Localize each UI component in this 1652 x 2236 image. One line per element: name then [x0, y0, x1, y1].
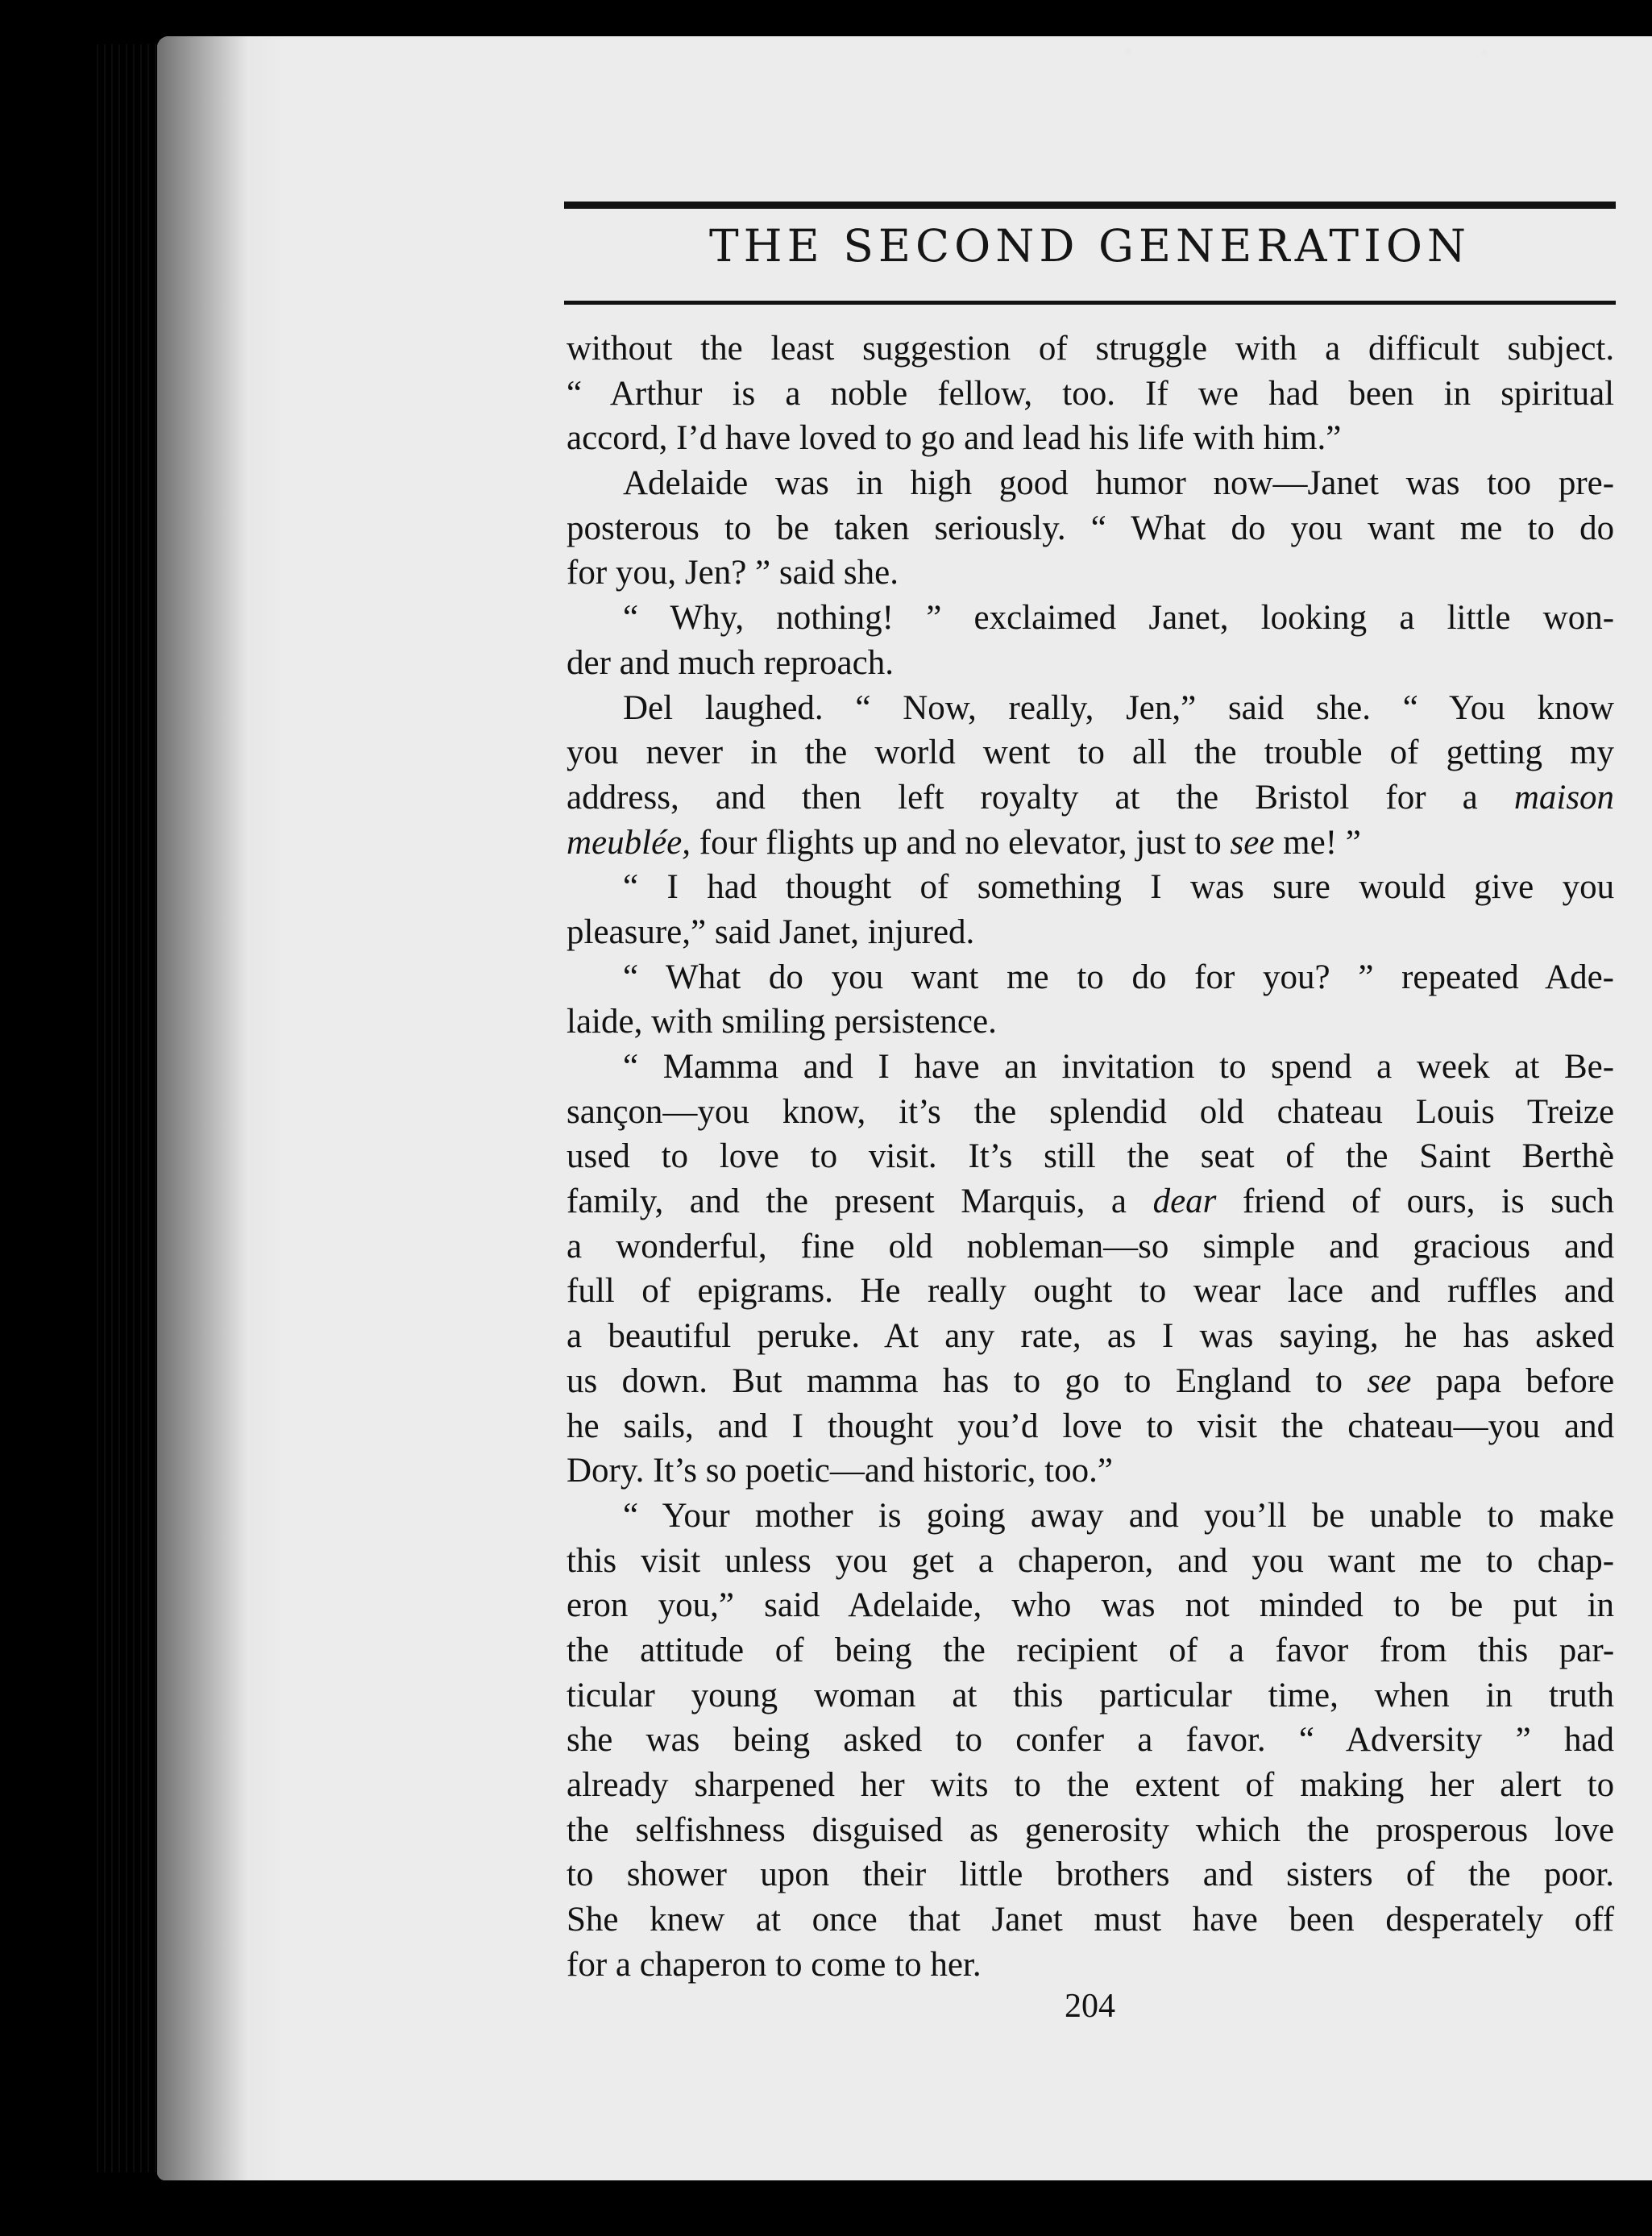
- text-line: the attitude of being the recipient of a favor from this par-: [567, 1631, 1615, 1669]
- page-number: 204: [1065, 1988, 1115, 2025]
- text-line: eron you,” said Adelaide, who was not minded to be put in: [567, 1586, 1615, 1625]
- text-line: for you, Jen? ” said she.: [567, 554, 899, 592]
- text-line: address, and then left royalty at the Bristol for a maison: [567, 778, 1615, 817]
- text-line: a beautiful peruke. At any rate, as I was saying, he has asked: [567, 1317, 1615, 1356]
- text-line: Adelaide was in high good humor now—Janet was too pre-: [623, 464, 1615, 503]
- header-rule-bottom: [564, 301, 1616, 305]
- text-line: “ I had thought of something I was sure would give you: [623, 868, 1615, 907]
- text-line: she was being asked to confer a favor. “ Adversity ” had: [567, 1721, 1615, 1760]
- text-line: “ Your mother is going away and you’ll be unable to make: [623, 1496, 1615, 1535]
- text-line: “ Why, nothing! ” exclaimed Janet, looking a little won-: [623, 599, 1615, 638]
- text-line: without the least suggestion of struggle with a difficult subject.: [567, 330, 1615, 368]
- text-line: you never in the world went to all the trouble of getting my: [567, 734, 1615, 772]
- text-line: family, and the present Marquis, a dear friend of ours, is such: [567, 1182, 1615, 1221]
- text-line: to shower upon their little brothers and sisters of the poor.: [567, 1856, 1615, 1894]
- paper-speck: [1124, 47, 1132, 53]
- text-line: full of epigrams. He really ought to wear lace and ruffles and: [567, 1272, 1615, 1311]
- text-line: already sharpened her wits to the extent of making her alert to: [567, 1766, 1615, 1804]
- text-line: accord, I’d have loved to go and lead his life with him.”: [567, 419, 1342, 458]
- text-line: She knew at once that Janet must have been desperately off: [567, 1901, 1615, 1939]
- header-rule-top: [564, 202, 1616, 209]
- text-line: “ Arthur is a noble fellow, too. If we had been in spiritual: [567, 374, 1615, 413]
- text-line: Del laughed. “ Now, really, Jen,” said she. “ You know: [623, 688, 1614, 727]
- text-line: this visit unless you get a chaperon, and you want me to chap-: [567, 1541, 1615, 1580]
- text-line: us down. But mamma has to go to England to see papa before: [567, 1361, 1615, 1400]
- paper-speck: [1481, 50, 1488, 56]
- text-line: “ Mamma and I have an invitation to spend a week at Be-: [623, 1048, 1615, 1086]
- text-line: Dory. It’s so poetic—and historic, too.”: [567, 1452, 1113, 1490]
- text-line: pleasure,” said Janet, injured.: [567, 912, 975, 951]
- text-line: der and much reproach.: [567, 643, 894, 682]
- text-line: “ What do you want me to do for you? ” repeated Ade-: [623, 958, 1615, 996]
- text-line: meublée, four flights up and no elevator, just to see me! ”: [567, 823, 1361, 862]
- running-head: THE SECOND GENERATION: [708, 220, 1471, 272]
- text-line: laide, with smiling persistence.: [567, 1003, 997, 1041]
- text-line: he sails, and I thought you’d love to visit the chateau—you and: [567, 1407, 1615, 1445]
- gutter-shade: [157, 36, 286, 2180]
- text-line: posterous to be taken seriously. “ What do you want me to do: [567, 509, 1615, 547]
- text-line: ticular young woman at this particular time, when in truth: [567, 1676, 1615, 1714]
- text-line: used to love to visit. It’s still the seat of the Saint Berthè: [567, 1137, 1615, 1176]
- text-line: sançon—you know, it’s the splendid old chateau Louis Treize: [567, 1092, 1615, 1131]
- body-text: [567, 326, 1614, 1987]
- text-line: a wonderful, fine old nobleman—so simple and gracious and: [567, 1227, 1615, 1266]
- text-line: the selfishness disguised as generosity which the prosperous love: [567, 1810, 1615, 1849]
- text-line: for a chaperon to come to her.: [567, 1945, 982, 1984]
